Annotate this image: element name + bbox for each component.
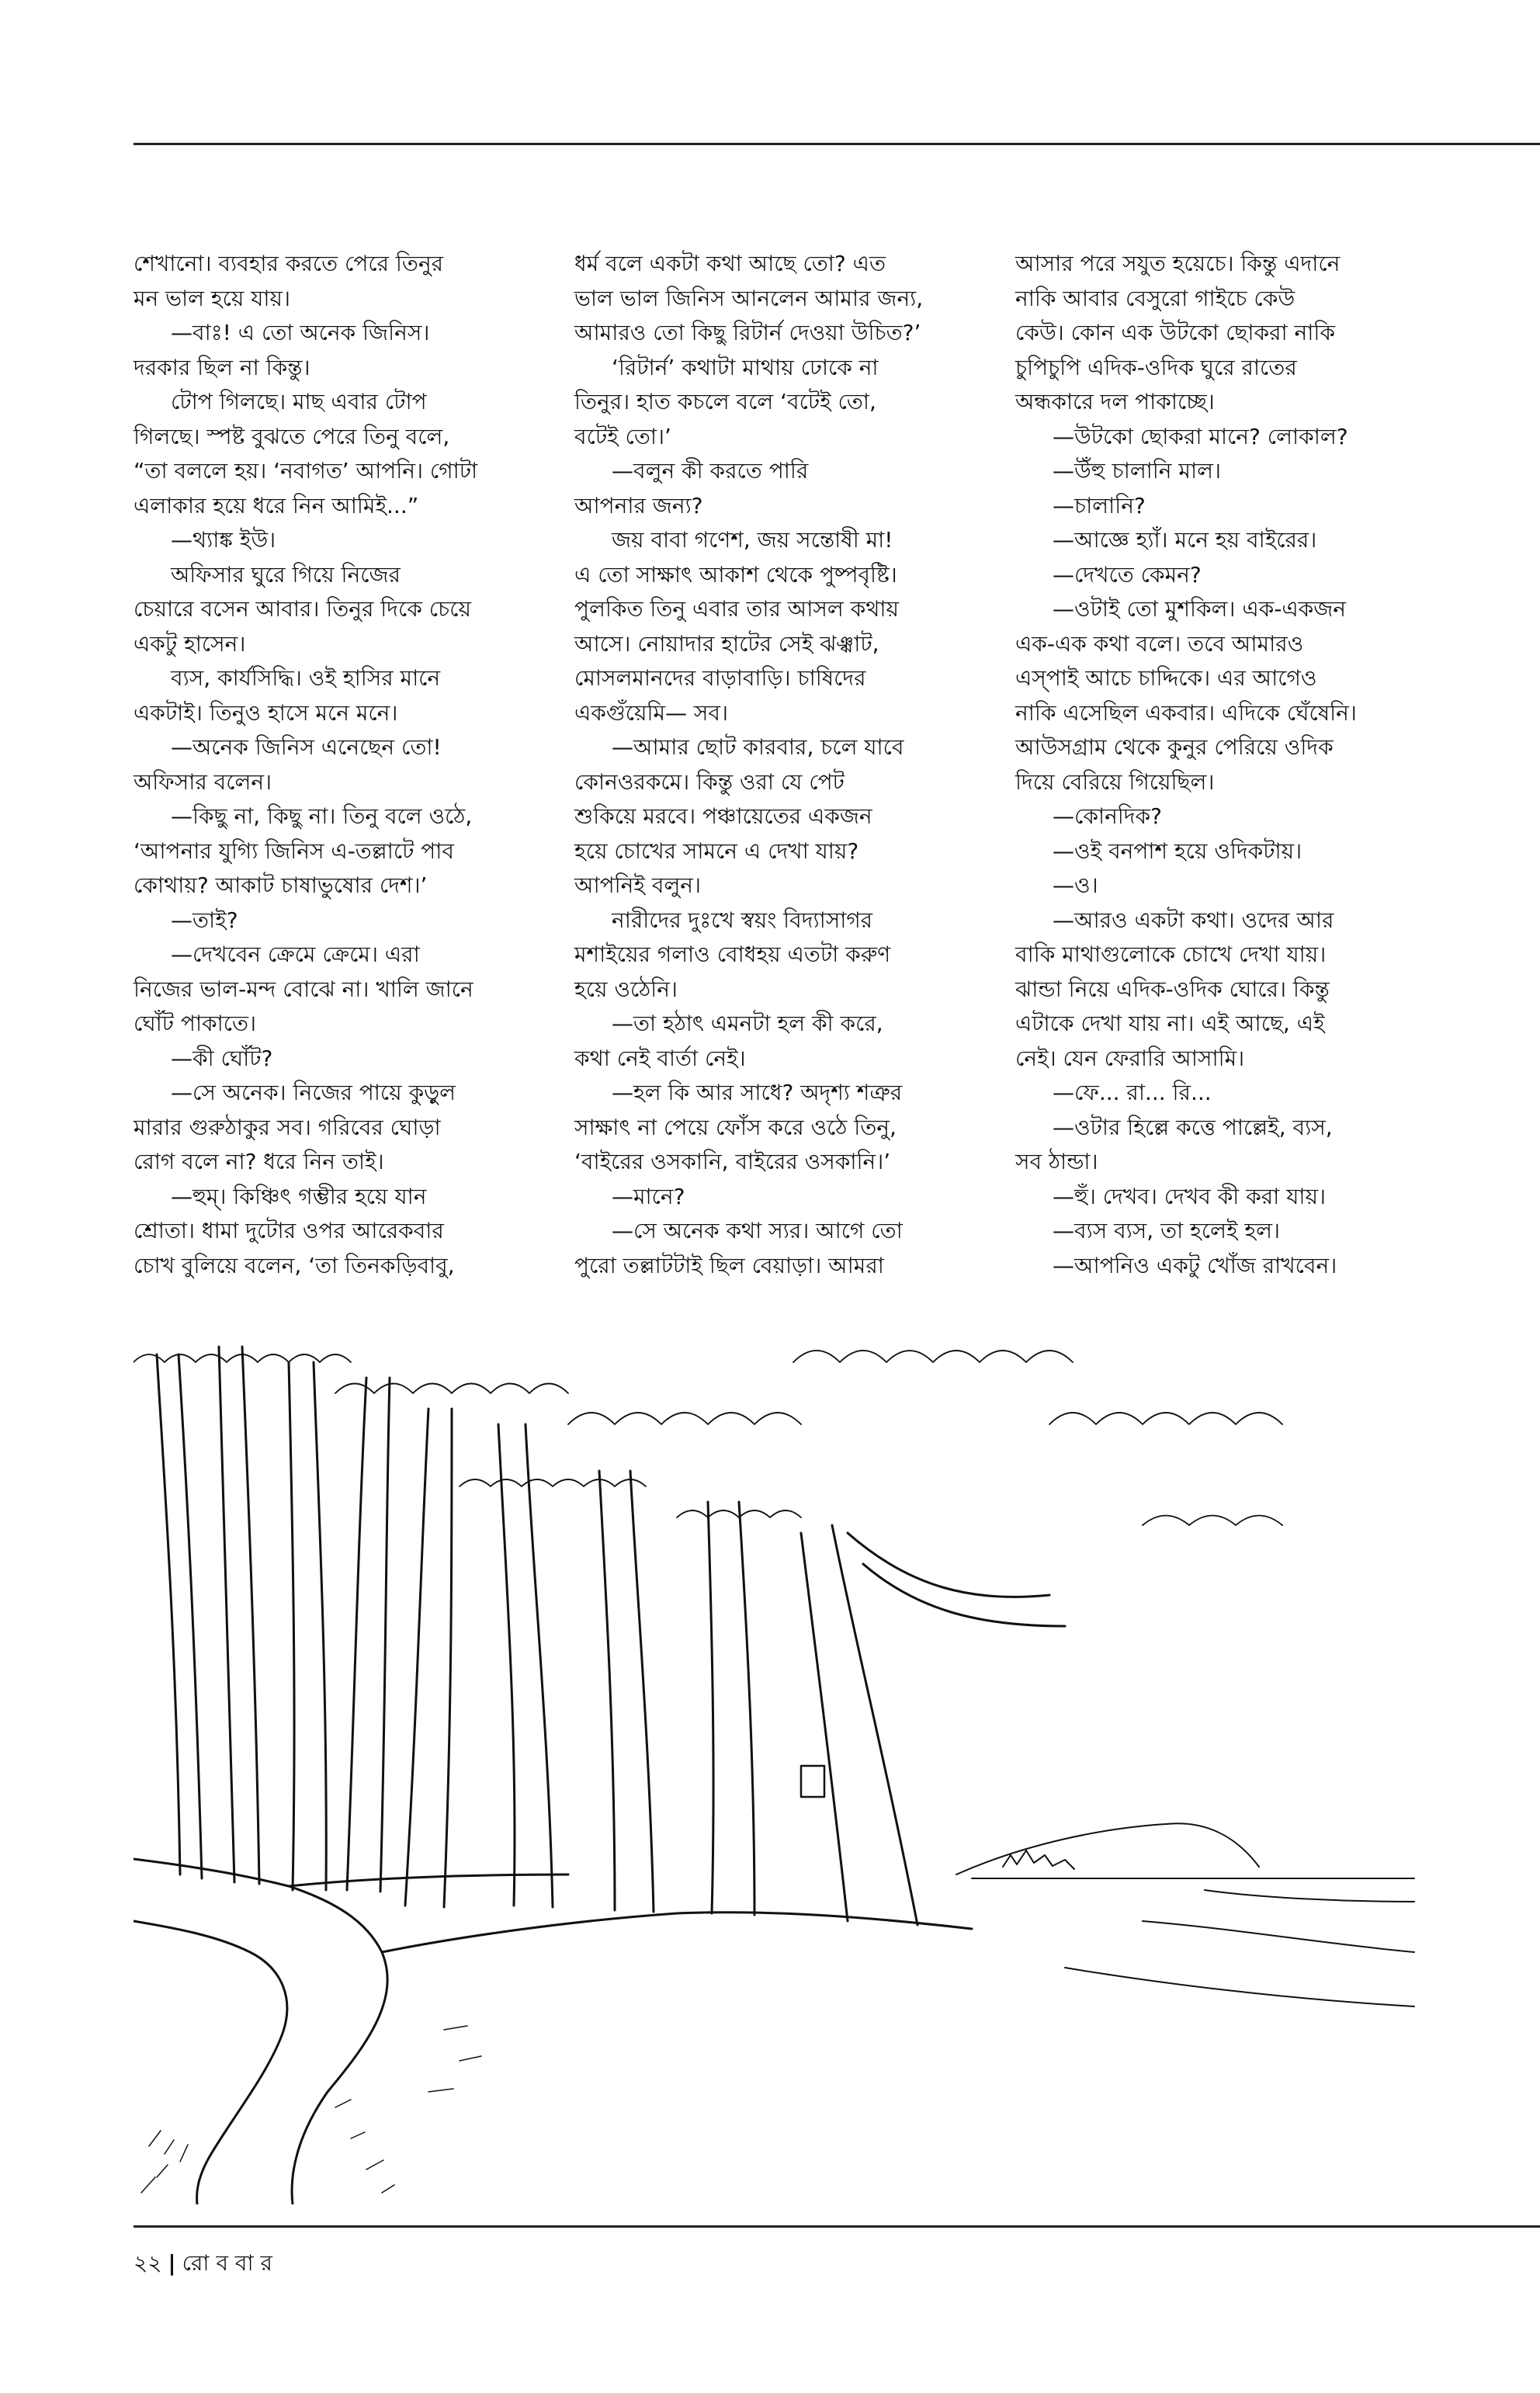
text-line: একটু হাসেন। (134, 630, 246, 657)
text-line: ঝান্ডা নিয়ে এদিক-ওদিক ঘোরে। কিন্তু (1015, 976, 1330, 1002)
text-column-3 (1015, 247, 1403, 1283)
text-line: নাকি আবার বেসুরো গাইচে কেউ (1015, 285, 1295, 311)
text-line: কোনওরকমে। কিন্তু ওরা যে পেট (574, 768, 845, 795)
text-line: এক-এক কথা বলে। তবে আমারও (1015, 630, 1304, 657)
text-line: —ওটাই তো মুশকিল। এক-একজন (1053, 596, 1346, 622)
text-line: —বলুন কী করতে পারি (612, 458, 809, 484)
text-line: রোগ বলে না? ধরে নিন তাই। (134, 1149, 384, 1174)
text-line: —হুঁ। দেখব। দেখব কী করা যায়। (1053, 1183, 1326, 1209)
text-line: —কোনদিক? (1053, 803, 1162, 829)
text-line: —থ্যাঙ্ক ইউ। (171, 527, 276, 553)
text-line: নিজের ভাল-মন্দ বোঝে না। খালি জানে (134, 976, 473, 1002)
text-line: দিয়ে বেরিয়ে গিয়েছিল। (1015, 768, 1215, 795)
text-line: —ওই বনপাশ হয়ে ওদিকটায়। (1053, 838, 1302, 864)
text-line: মন ভাল হয়ে যায়। (134, 285, 291, 311)
footer-separator: | (168, 2250, 176, 2276)
text-line: —দেখতে কেমন? (1053, 561, 1202, 588)
text-line: ধর্ম বলে একটা কথা আছে তো? এত (574, 251, 886, 276)
text-line: —চালানি? (1053, 492, 1146, 518)
text-line: —আজ্ঞে হ্যাঁ। মনে হয় বাইরের। (1053, 527, 1317, 553)
text-line: সব ঠান্ডা। (1015, 1149, 1098, 1174)
text-line: এ তো সাক্ষাৎ আকাশ থেকে পুষ্পবৃষ্টি। (574, 561, 897, 588)
text-line: শ্রোতা। ধামা দুটোর ওপর আরেকবার (134, 1218, 444, 1243)
text-line: একগুঁয়েমি— সব। (574, 699, 729, 726)
magazine-name: রো ব বা র (182, 2250, 272, 2276)
text-line: কেউ। কোন এক উটকো ছোকরা নাকি (1015, 320, 1335, 345)
text-line: ঘোঁট পাকাতে। (134, 1011, 257, 1036)
text-line: আউসগ্রাম থেকে কুনুর পেরিয়ে ওদিক (1015, 734, 1334, 760)
text-line: —আমার ছোট কারবার, চলে যাবে (612, 734, 904, 760)
text-line: —আপনিও একটু খোঁজ রাখবেন। (1053, 1252, 1337, 1278)
text-line: গিলছে। স্পষ্ট বুঝতে পেরে তিনু বলে, (134, 423, 450, 449)
text-line: —মানে? (612, 1183, 685, 1209)
bottom-rule (134, 2225, 1540, 2228)
text-line: শুকিয়ে মরবে। পঞ্চায়েতের একজন (574, 803, 872, 829)
text-line: —বাঃ! এ তো অনেক জিনিস। (171, 320, 430, 345)
text-line: —কী ঘোঁট? (171, 1045, 273, 1071)
text-line: পুলকিত তিনু এবার তার আসল কথায় (574, 596, 900, 622)
text-line: অন্ধকারে দল পাকাচ্ছে। (1015, 389, 1215, 414)
text-line: টোপ গিলছে। মাছ এবার টোপ (171, 389, 427, 414)
text-line: চোখ বুলিয়ে বলেন, ‘তা তিনকড়িবাবু, (134, 1252, 455, 1278)
text-line: তিনুর। হাত কচলে বলে ‘বটেই তো, (574, 389, 876, 414)
text-line: এলাকার হয়ে ধরে নিন আমিই...” (134, 492, 419, 518)
text-line: ‘আপনার যুগ্যি জিনিস এ-তল্লাটে পাব (134, 838, 454, 864)
text-line: শেখানো। ব্যবহার করতে পেরে তিনুর (134, 251, 444, 276)
text-line: বাকি মাথাগুলোকে চোখে দেখা যায়। (1015, 942, 1327, 967)
text-line: আপনিই বলুন। (574, 872, 702, 898)
top-rule (134, 143, 1540, 145)
text-line: —সে অনেক কথা স্যর। আগে তো (612, 1218, 903, 1243)
text-column-2 (574, 247, 962, 1283)
text-line: মশাইয়ের গলাও বোধহয় এতটা করুণ (574, 942, 891, 967)
text-line: —হুম্। কিঞ্চিৎ গম্ভীর হয়ে যান (171, 1183, 427, 1209)
text-line: হয়ে চোখের সামনে এ দেখা যায়? (574, 838, 859, 864)
text-line: —সে অনেক। নিজের পায়ে কুড়ুল (171, 1080, 456, 1105)
text-line: দরকার ছিল না কিন্তু। (134, 354, 310, 380)
text-line: নাকি এসেছিল একবার। এদিকে ঘেঁষেনি। (1015, 699, 1357, 726)
text-line: জয় বাবা গণেশ, জয় সন্তোষী মা! (612, 527, 893, 553)
text-line: সাক্ষাৎ না পেয়ে ফোঁস করে ওঠে তিনু, (574, 1114, 897, 1140)
text-line: —কিছু না, কিছু না। তিনু বলে ওঠে, (171, 803, 473, 829)
forest-path-illustration (134, 1331, 1422, 2204)
text-line: —উটকো ছোকরা মানে? লোকাল? (1053, 423, 1348, 449)
text-line: নেই। যেন ফেরারি আসামি। (1015, 1045, 1245, 1071)
text-line: নারীদের দুঃখে স্বয়ং বিদ্যাসাগর (612, 907, 873, 933)
text-line: —দেখবেন ক্রেমে ক্রেমে। এরা (171, 942, 420, 967)
text-line: কথা নেই বার্তা নেই। (574, 1045, 746, 1071)
text-line: আসার পরে সযুত হয়েচে। কিন্তু এদানে (1015, 251, 1341, 276)
text-line: চেয়ারে বসেন আবার। তিনুর দিকে চেয়ে (134, 596, 471, 622)
text-line: ব্যস, কার্যসিদ্ধি। ওই হাসির মানে (171, 665, 441, 691)
text-line: মোসলমানদের বাড়াবাড়ি। চাষিদের (574, 665, 866, 691)
text-line: —আরও একটা কথা। ওদের আর (1053, 907, 1334, 933)
text-line: —অনেক জিনিস এনেছেন তো! (171, 734, 442, 760)
text-line: —উঁহু চালানি মাল। (1053, 458, 1221, 484)
text-line: —ও। (1053, 872, 1098, 898)
text-line: ‘রিটার্ন’ কথাটা মাথায় ঢোকে না (612, 354, 879, 380)
article-body (134, 247, 1414, 1295)
text-line: ভাল ভাল জিনিস আনলেন আমার জন্য, (574, 285, 924, 311)
text-line: —ফে... রা... রি... (1053, 1080, 1212, 1105)
text-line: অফিসার বলেন। (134, 768, 272, 795)
text-line: একটাই। তিনুও হাসে মনে মনে। (134, 699, 398, 726)
text-line: মারার গুরুঠাকুর সব। গরিবের ঘোড়া (134, 1114, 441, 1140)
text-line: —তাই? (171, 907, 238, 933)
text-line: ‘বাইরের ওসকানি, বাইরের ওসকানি।’ (574, 1149, 891, 1174)
text-line: “তা বললে হয়। ‘নবাগত’ আপনি। গোটা (134, 458, 478, 484)
text-line: এস্‌পাই আচে চাদ্দিকে। এর আগেও (1015, 665, 1317, 691)
text-line: এটাকে দেখা যায় না। এই আছে, এই (1015, 1011, 1325, 1036)
text-line: অফিসার ঘুরে গিয়ে নিজের (171, 561, 401, 588)
text-line: আসে। নোয়াদার হাটের সেই ঝঞ্ঝাট, (574, 630, 879, 657)
text-line: আপনার জন্য? (574, 492, 703, 518)
page-number: ২২ (134, 2250, 162, 2276)
text-column-1 (134, 247, 522, 1283)
text-line: বটেই তো।’ (574, 423, 671, 449)
text-line: —তা হঠাৎ এমনটা হল কী করে, (612, 1011, 883, 1036)
page-footer (134, 2248, 272, 2279)
text-line: —ওটার হিল্লে কত্তে পাল্লেই, ব্যস, (1053, 1114, 1333, 1140)
text-line: পুরো তল্লাটটাই ছিল বেয়াড়া। আমরা (574, 1252, 884, 1278)
text-line: হয়ে ওঠেনি। (574, 976, 678, 1002)
text-line: চুপিচুপি এদিক-ওদিক ঘুরে রাতের (1015, 354, 1297, 380)
text-line: আমারও তো কিছু রিটার্ন দেওয়া উচিত?’ (574, 320, 921, 345)
text-line: কোথায়? আকাট চাষাভুষোর দেশ।’ (134, 872, 428, 898)
text-line: —ব্যস ব্যস, তা হলেই হল। (1053, 1218, 1281, 1243)
text-line: —হল কি আর সাধে? অদৃশ্য শত্রুর (612, 1080, 903, 1105)
